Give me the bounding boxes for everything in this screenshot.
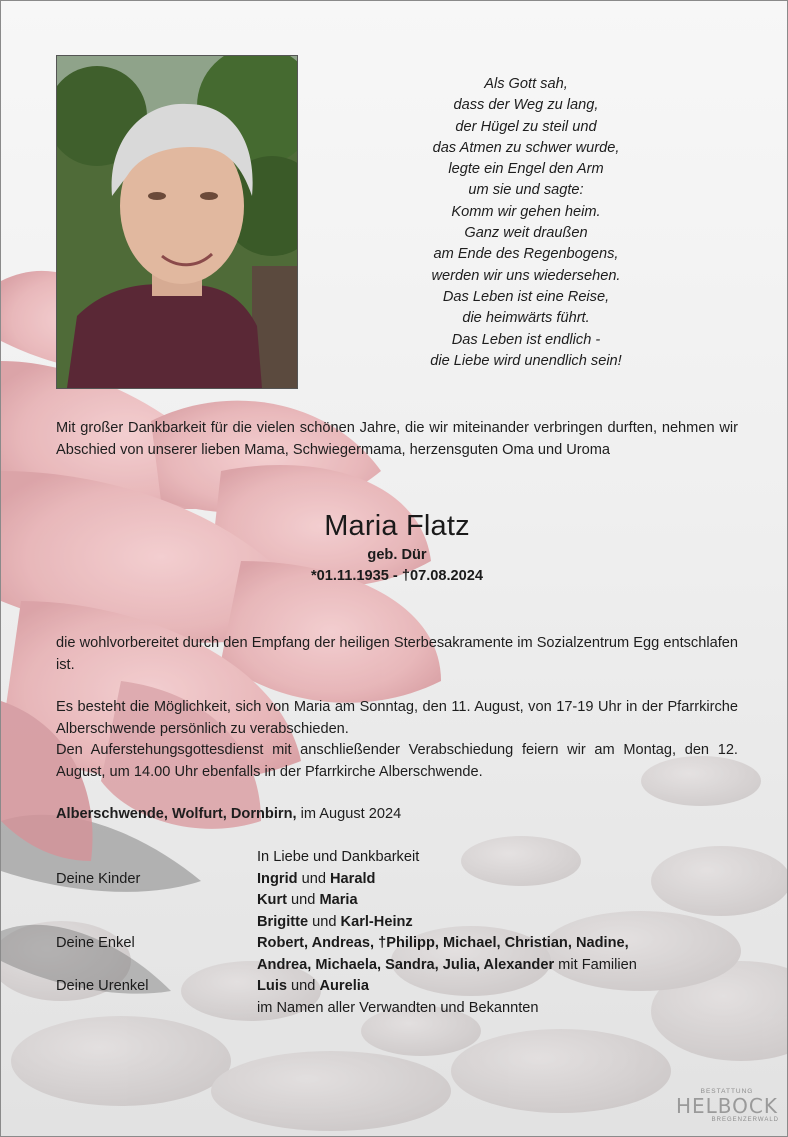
child-name: Brigitte <box>257 913 309 930</box>
and-text: und <box>287 892 320 908</box>
funeral-home-logo <box>675 1088 779 1124</box>
logo-tagline: BESTATTUNG <box>700 1088 754 1095</box>
memorial-poem <box>381 74 671 372</box>
child-name: Kurt <box>257 892 287 908</box>
farewell-info: Es besteht die Möglichkeit, sich von Maria am Sonntag, den 11. August, von 17-19 Uhr in der Pfarrkirche Alberschwende persönlich zu verabschieden. <box>56 699 738 737</box>
portrait-photo <box>56 55 298 389</box>
intro-paragraph: Mit großer Dankbarkeit für die vielen schönen Jahre, die wir miteinander verbringen durften, nehmen wir Abschied von unserer lieben Mama, Schwiegermama, herzensguten Oma und Uroma <box>56 420 738 458</box>
poem-line: der Hügel zu steil und <box>455 118 597 135</box>
great-grandchildren-names: Luis und Aurelia <box>257 978 369 994</box>
partner-name: Karl-Heinz <box>340 913 413 930</box>
deceased-info <box>56 507 738 587</box>
poem-line: Komm wir gehen heim. <box>451 203 601 220</box>
service-info: Den Auferstehungsgottesdienst mit anschließender Verabschiedung feiern wir am Montag, den 12. August, um 14.00 Uhr ebenfalls in der Pfarrkirche Alberschwende. <box>56 742 738 780</box>
mourners-list <box>56 847 746 1019</box>
closing-row <box>56 998 746 1020</box>
place-date: im August 2024 <box>296 806 402 822</box>
grandchildren-label: Deine Enkel <box>56 935 135 951</box>
partner-name: Harald <box>330 870 376 887</box>
grandchildren-row <box>56 933 746 955</box>
life-dates: *01.11.1935 - †07.08.2024 <box>310 568 484 584</box>
partner-name: Maria <box>319 892 358 908</box>
poem-line: Ganz weit draußen <box>464 225 588 242</box>
deceased-name: Maria Flatz <box>324 510 470 542</box>
poem-line: Als Gott sah, <box>484 76 568 92</box>
poem-line: legte ein Engel den Arm <box>448 161 604 178</box>
children-row <box>56 912 746 934</box>
children-row <box>56 890 746 912</box>
poem-line: die heimwärts führt. <box>462 310 590 327</box>
grandchildren-row <box>56 955 746 977</box>
children-label: Deine Kinder <box>56 870 141 887</box>
great-grandchildren-row <box>56 976 746 998</box>
poem-line: dass der Weg zu lang, <box>453 97 599 114</box>
children-pair <box>257 890 746 912</box>
poem-line: die Liebe wird unendlich sein! <box>430 352 622 369</box>
and-text: und <box>308 913 341 930</box>
great-grandchildren-label: Deine Urenkel <box>56 978 149 994</box>
child-name: Ingrid <box>257 870 298 887</box>
death-paragraph: die wohlvorbereitet durch den Empfang der heiligen Sterbesakramente im Sozialzentrum Egg entschlafen ist. <box>56 635 738 673</box>
poem-line: am Ende des Regenbogens, <box>433 246 619 263</box>
closing-text: im Namen aller Verwandten und Bekannten <box>257 999 539 1016</box>
and-text: und <box>297 870 331 887</box>
ceremony-details <box>56 697 738 783</box>
grandchildren-names: Andrea, Michaela, Sandra, Julia, Alexander mit Familien <box>257 956 637 973</box>
poem-line: Das Leben ist endlich - <box>451 331 601 348</box>
poem-line: das Atmen zu schwer wurde, <box>432 139 620 156</box>
children-pair <box>257 869 746 891</box>
children-row <box>56 869 746 891</box>
logo-region: BREGENZERWALD <box>711 1117 779 1123</box>
poem-line: Das Leben ist eine Reise, <box>442 288 610 305</box>
greeting-row <box>56 847 746 869</box>
grandchildren-names: Robert, Andreas, †Philipp, Michael, Christian, Nadine, <box>257 935 629 951</box>
poem-line: um sie und sagte: <box>468 182 584 199</box>
birth-name: geb. Dür <box>367 547 427 563</box>
place-date-line <box>56 804 738 826</box>
place-names: Alberschwende, Wolfurt, Dornbirn, <box>56 806 297 822</box>
greeting-text: In Liebe und Dankbarkeit <box>257 849 420 865</box>
logo-name: HELBOCK <box>675 1094 778 1118</box>
children-pair <box>257 912 746 934</box>
poem-line: werden wir uns wiedersehen. <box>431 267 621 284</box>
